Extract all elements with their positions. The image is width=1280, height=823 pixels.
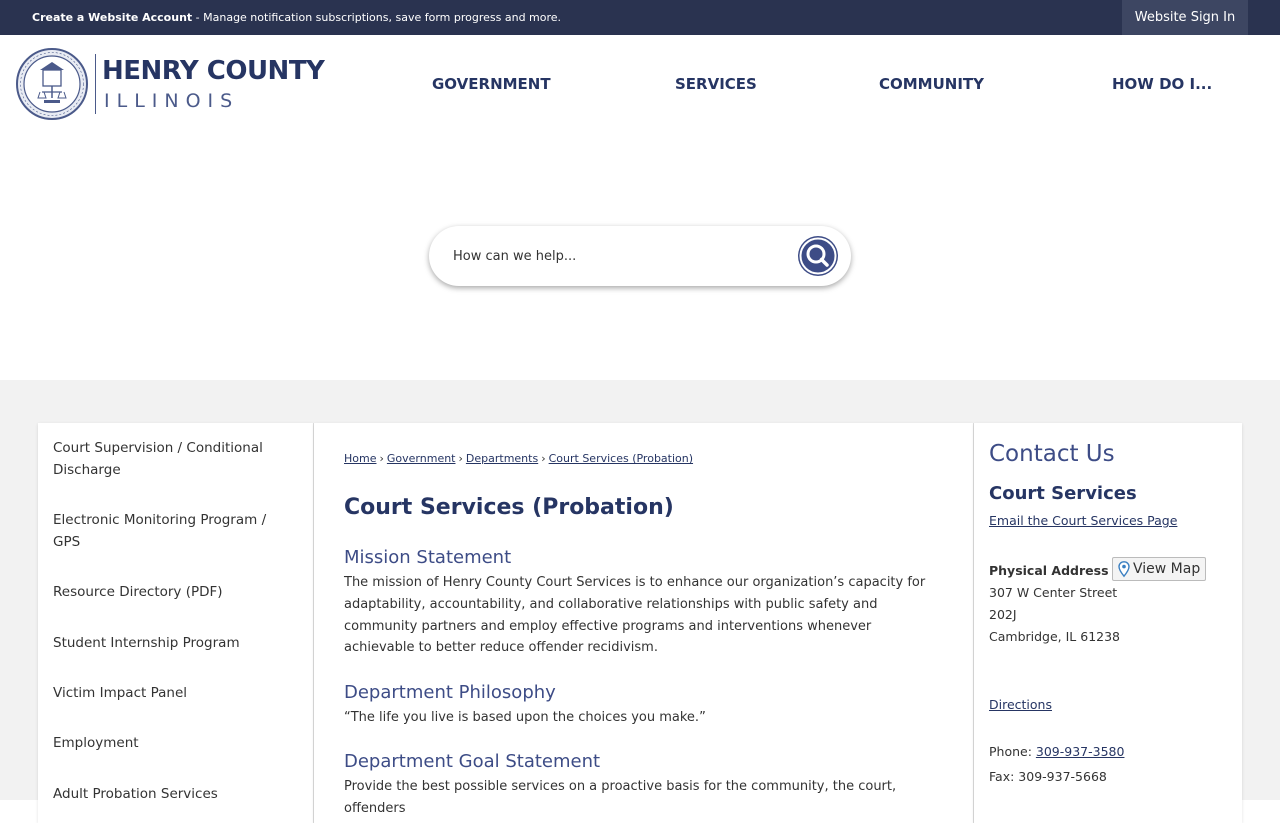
nav-community[interactable] [879,35,984,133]
nav-label: HOW DO I... [1112,75,1213,93]
phone-link[interactable]: 309-937-3580 [1035,744,1125,759]
nav-services[interactable] [675,35,757,133]
view-map-button[interactable] [1112,557,1206,581]
logo-state-name: ILLINOIS [104,90,240,112]
sidebar-item-employment[interactable]: Employment [53,735,139,751]
breadcrumb-current[interactable]: Court Services (Probation) [548,452,694,465]
site-header [0,35,1280,133]
map-pin-icon [1118,561,1130,577]
nav-label: SERVICES [675,75,757,93]
account-description: - Manage notification subscriptions, save form progress and more. [192,11,562,24]
goal-heading: Department Goal Statement [344,751,601,772]
breadcrumb [344,452,693,465]
fax-number: 309-937-5668 [1018,769,1107,784]
sidebar-item-electronic-monitoring[interactable]: Electronic Monitoring Program / GPS [53,512,267,550]
directions-link[interactable]: Directions [989,697,1052,712]
nav-label: COMMUNITY [879,75,985,93]
breadcrumb-separator: › [458,452,463,465]
nav-label: GOVERNMENT [432,75,551,93]
search-box [429,226,851,286]
sidebar-item-student-internship[interactable]: Student Internship Program [53,635,240,651]
breadcrumb-government[interactable]: Government [386,452,456,465]
county-seal-icon [16,48,88,120]
address-line-city: Cambridge, IL 61238 [989,629,1121,644]
logo-county-name: HENRY COUNTY [102,56,325,86]
contact-department: Court Services [989,483,1137,504]
contact-panel [974,423,1242,823]
account-message [32,11,561,24]
search-hero [0,133,1280,380]
physical-address-label: Physical Address [989,563,1109,578]
fax-line [989,769,1107,784]
mission-heading: Mission Statement [344,547,512,568]
sidebar-nav [38,423,314,823]
create-account-link[interactable]: Create a Website Account [32,11,193,24]
philosophy-text: “The life you live is based upon the choices you make.” [344,710,706,725]
goal-text: Provide the best possible services on a proactive basis for the community, the court, offenders [344,779,897,816]
main-content [314,423,974,823]
search-icon [798,236,838,276]
logo-divider [95,54,96,114]
phone-line [989,744,1124,759]
address-line-suite: 202J [989,607,1017,622]
nav-how-do-i[interactable] [1112,35,1212,133]
website-sign-in-button[interactable]: Website Sign In [1122,0,1248,35]
sidebar-item-adult-probation[interactable]: Adult Probation Services [53,786,218,802]
contact-title: Contact Us [989,441,1115,467]
utility-bar [0,0,1280,35]
breadcrumb-separator: › [379,452,384,465]
fax-label: Fax: [989,769,1019,784]
site-logo[interactable] [16,48,325,120]
sidebar-item-victim-impact-panel[interactable]: Victim Impact Panel [53,685,187,701]
email-link[interactable]: Email the Court Services Page [989,513,1178,528]
content-area [0,380,1280,816]
breadcrumb-separator: › [541,452,546,465]
sidebar-item-court-supervision[interactable]: Court Supervision / Conditional Discharge [53,440,263,478]
breadcrumb-departments[interactable]: Departments [465,452,539,465]
search-button[interactable] [798,236,838,276]
search-input[interactable] [453,244,783,268]
phone-label: Phone: [989,744,1036,759]
address-line-street: 307 W Center Street [989,585,1118,600]
breadcrumb-home[interactable]: Home [344,452,377,465]
philosophy-heading: Department Philosophy [344,682,556,703]
view-map-label: View Map [1133,561,1201,577]
page-title: Court Services (Probation) [344,495,674,520]
sidebar-item-resource-directory[interactable]: Resource Directory (PDF) [53,584,223,600]
nav-government[interactable] [432,35,551,133]
mission-text: The mission of Henry County Court Services is to enhance our organization’s capacity for adaptability, accountability, and collaborative relationships with public safety and community partners and employ effective programs and interventions whenever achievable to better reduce offender recidivism. [344,575,926,656]
